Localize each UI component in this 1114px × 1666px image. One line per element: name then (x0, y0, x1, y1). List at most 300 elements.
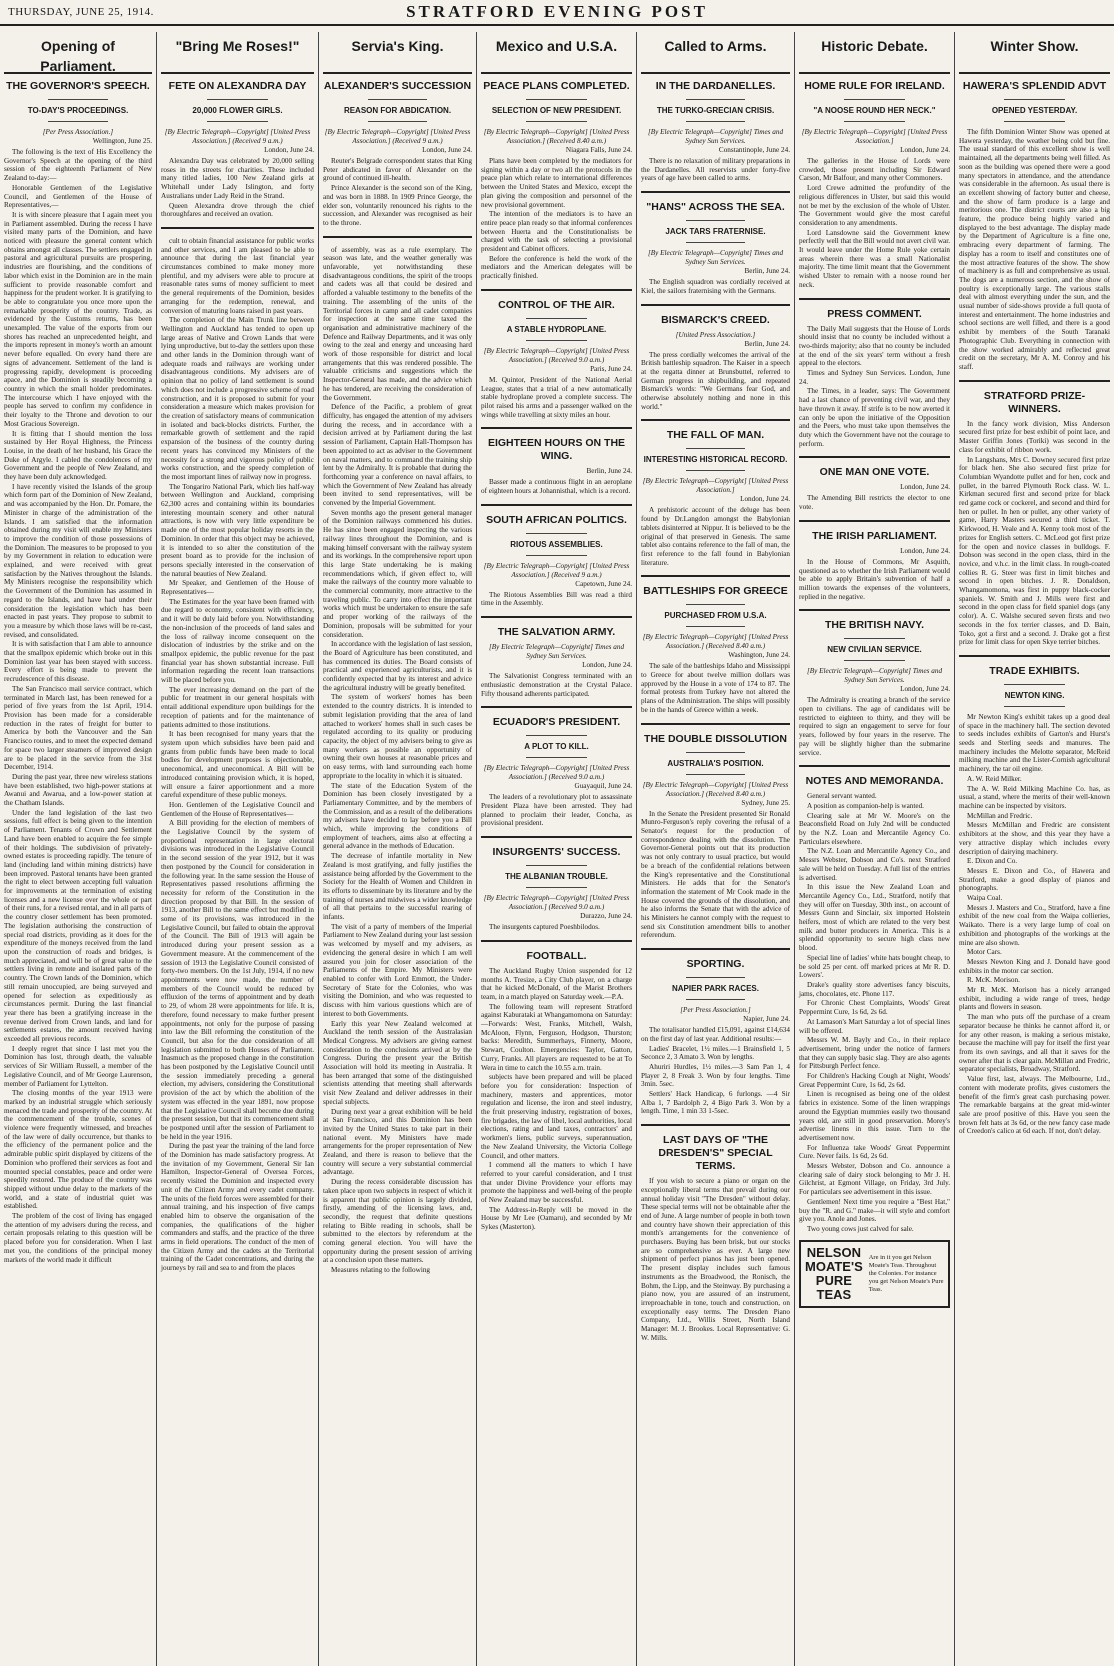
article-body (799, 157, 950, 290)
article-divider (481, 427, 632, 429)
subtitle-rule (686, 774, 746, 775)
article (641, 1124, 790, 1342)
paragraph: The intention of the mediators is to have an entire peace plan ready so that informal conferences between Huerta and the Constitutionalists be charged with the task of selecting a provisional president and Cabinet officers. (481, 210, 632, 254)
article-divider (799, 520, 950, 522)
subtitle-rule (368, 121, 428, 122)
paragraph: It is fitting that I should mention the loss sustained by Her Royal Highness, the Princess Louise, in the death of her husband, his Grace the Duke of Argyle. I cabled the condolences of my Government and the people of New Zealand, and they have been duly acknowledged. (4, 429, 152, 482)
paragraph: During the past year, three new wireless stations have been established, two high-power stations at Awanui and Awarua, and a low-power station at the Chatham Islands. (4, 772, 152, 808)
paragraph: Waipa Coal. (967, 894, 1003, 903)
article-divider (481, 504, 632, 506)
subtitle-rule (844, 660, 904, 661)
subtitle-rule (1004, 706, 1064, 707)
subtitle-rule (686, 999, 746, 1000)
paragraph: Before the conference is held the work of the mediators and the American delegates will be practically finished. (481, 254, 632, 281)
dateline: London, June 24. (900, 483, 950, 492)
article-divider (959, 655, 1110, 657)
article-body (4, 148, 152, 1264)
paragraph: Mr R. McK. Morison has a nicely arranged exhibit, including a wide range of trees, hedge plants and flowers in season. (959, 986, 1110, 1012)
dateline: Berlin, June 24. (586, 467, 632, 476)
paragraph: Alexandra Day was celebrated by 20,000 selling roses in the streets for charities. These included many titled ladies, 100 New Zealand girls at Whitehall under Lady Islington, and forty Australians under Lady Reid in the Strand. (161, 157, 314, 200)
paragraph: It is with sincere pleasure that I again meet you in Parliament assembled. During the recess I have visited many parts of the Dominion, and have noticed with pleasure the general content which obtains amongst all classes. The settlers engaged in pastoral and agricultural pursuits are prospering, industries are flourishing, and the conditions of labor which exist in the Dominion are in the main sufficient to provide reasonable comfort and happiness for the prudent worker. It is gratifying to be able to congratulate you once more upon the remarkable prosperity of the country. Trade, as evidenced by the Customs returns, has been unexampled. The value of the exports from our shores has reached an unprecedented height, and the imports represent in money's worth an amount never before equalled. On every hand there are signs of advancement. Settlement of the land is progressing rapidly, development is proceeding apace, and the Dominion is steadily becoming a country in which the small holder predominates. The intercourse which I have enjoyed with the people has served to confirm my confidence in their loyalty to the Throne and devotion to our Most Gracious Sovereign. (4, 210, 152, 428)
article-subtitle: THE TURKO-GRECIAN CRISIS. (656, 106, 775, 115)
paragraph: The Tongariro National Park, which lies half-way between Wellington and Auckland, comprising 62,300 acres and containing within its boundaries interesting mountain scenery and other natural attractions, is now with very little expenditure be made one of the most popular holiday resorts in the Dominion. In order that this object may be achieved, it is intended to so alter the constitution of the present board as to provide for the inclusion of persons specially interested in the conservation of the natural beauties of New Zealand. (161, 482, 314, 578)
advertisement (799, 1240, 950, 1308)
subtitle-rule (1004, 121, 1064, 122)
article-subtitle: TO-DAY'S PROCEEDINGS. (27, 106, 129, 115)
wire-credit: [By Electric Telegraph—Copyright] Times and Sydney Sun Services. (647, 249, 784, 267)
paragraph: Honorable Gentlemen of the Legislative Council, and Gentlemen of the House of Representatives,— (4, 183, 152, 210)
article-divider (641, 723, 790, 725)
paragraph: Queen Alexandra drove through the chief thoroughfares and received an ovation. (161, 201, 314, 219)
article-divider (481, 616, 632, 618)
article-body (641, 1177, 790, 1342)
article-subtitle: NEWTON KING. (1004, 690, 1065, 700)
paragraph: For Influenza take Woods' Great Peppermint Cure. Never fails. 1s 6d, 2s 6d. (799, 1143, 950, 1161)
paragraph: Clearing sale at Mr W. Moore's on the Beaconsfield Road on July 2nd will be conducted by the N.Z. Loan and Mercantile Agency Co. Particulars elsewhere. (799, 811, 950, 846)
paragraph: Times and Sydney Sun Services. London, June 24. (799, 369, 950, 386)
article-body (161, 237, 314, 1273)
article-subtitle: OPENED YESTERDAY. (991, 106, 1078, 115)
paragraph: The Times, in a leader, says: The Government had a last chance of preventing civil war, and they have thrown it away. If strife is to be now averted it can only be upon the initiative of the Opposition and the Peers, who must take upon themselves the duty which the Government have not the courage to perform. (799, 387, 950, 448)
wire-credit: [By Electric Telegraph—Copyright] [United Press Association.] (Received 9 a.m.) (483, 561, 630, 579)
article (959, 80, 1110, 372)
paragraph: Messrs McMillan and Fredric are consistent exhibitors at the show, and this year they have a very attractive display which includes every description of dairying machinery. (959, 821, 1110, 856)
paragraph: Two young cows just calved for sale. (807, 1224, 914, 1233)
paragraph: The press cordially welcomes the arrival of the British battleship squadron. The Kaiser in a speech at the regatta dinner at Brunsbuttel, referred to German progress in shipbuilding, and repeated Bismarck's words: "We Germans fear God, and otherwise absolutely nothing and none in this world." (641, 350, 790, 411)
article-body (481, 157, 632, 281)
article-divider (481, 289, 632, 291)
article (481, 616, 632, 698)
paragraph: Plans have been completed by the mediators for signing within a day or two all the protocols in the peace plan which relate to international differences between the United States and Mexico, except the plan giving the composition and personnel of the new provisional government. (481, 157, 632, 209)
paragraph: Defence of the Pacific, a problem of great difficulty, has engaged the attention of my advisers during the recess, and in accordance with a decision arrived at by Parliament during the last session of Parliament, Captain Hall-Thompson has been appointed to act as adviser to the Government on naval matters, and to command the training ship lent by the Admiralty. It is probable that during the forthcoming year a conference on naval affairs, to which the Government of New Zealand has already been invited to send representatives, will be convened by the Imperial Government. (323, 403, 472, 508)
paragraph: I deeply regret that since I last met you the Dominion has lost, through death, the valuable services of Sir William Russell, a member of the Legislative Council, and of Mr George Laurenson, member of Parliament for Lyttelton. (4, 1044, 152, 1088)
article-divider (641, 575, 790, 577)
article (641, 948, 790, 1116)
subtitle-rule (526, 887, 586, 888)
article-subtitle: AUSTRALIA'S POSITION. (667, 758, 764, 768)
article (959, 380, 1110, 647)
paragraph: The completion of the Main Trunk line between Wellington and Auckland has tended to open up large areas of Native and Crown Lands that were lying unproductive, but to-day the settlers upon these and other lands in the Dominion through want of adequate roads and railways are working under disadvantageous conditions. My advisers are of opinion that no policy of land settlement is sound which does not include a progressive scheme of road construction, and it is proposed to submit for your consideration a measure which makes provision for the creation of satisfactory means of communication in isolated and back-blocks districts. Further, the remarkable growth of settlement and the rapid expansion of the business of the country during recent years has convinced my Ministers of the necessity for a strong and vigorous policy of public works construction, and the speedy completion of the most important lines of railway now in progress. (161, 316, 314, 481)
title-rule (686, 604, 746, 605)
article (481, 940, 632, 1232)
article-title: THE GOVERNOR'S SPEECH. (6, 80, 150, 92)
paragraph: Early this year New Zealand welcomed at Auckland the tenth session of the Australasian Medical Congress. My advisers are giving earnest consideration to the conclusions arrived at by the Congress. During the present year the British Association will hold its meeting in Australia. It has been arranged that some of the distinguished scientists attending that meeting shall afterwards visit New Zealand and deliver addresses in their special subjects. (323, 1019, 472, 1106)
wire-credit: [By Electric Telegraph—Copyright] Times and Sydney Sun Services. (647, 128, 784, 145)
paragraph: The man who puts off the purchase of a cream separator because he thinks he cannot afford it, or for any other reason, is making a serious mistake, because the machine will pay for itself the first year from its own savings, and all that it saves for the owner after that is clear gain. McMillan and Fredric, separator specialists, Broadway, Stratford. (959, 1013, 1110, 1074)
paragraph: In Langshans, Mrs C. Downey secured first prize for black hen. She also secured first prize for Columbian Wyandotte pullet and for hen, cock and pullet, in the barred Plymouth Rock class. W. L. Kirkman secured first and second prize for black red game cock or cockerel, and second and third for hen or pullet. In hen or pullet, any other variety of game, Harry Masters secured a third ticket. T. Kirkwood, H. Veale and A. Kenny took most of the prizes for English setters. C. McLeod got first prize for the open and novice classes in bulldogs. F. Dobson was second in the open class, third in the novice, and v.h.c. in the limit class. In rough-coated collies R. G. Steer was first in limit bitches and second in open bitches. J. R. Donaldson, Whangamomona, was first in puppy black-cocker spaniels. W. Smith and J. Mills were first and second in the open class for field spaniel dogs (any color). A. C. Walshe secured seven firsts and two seconds in the fox terrier classes, and D. Bain, Toko, got a first and a second. J. Drake got a first prize for limit class for open Skye terrier bitches. (959, 455, 1110, 647)
article-body (959, 713, 1110, 1136)
wire-credit: [By Electric Telegraph—Copyright] [United Press Association.] (Received 9 a.m.) (164, 128, 311, 145)
article-title: TRADE EXHIBITS. (989, 664, 1080, 677)
article-subtitle: THE ALBANIAN TROUBLE. (505, 872, 608, 882)
article-title: INSURGENTS' SUCCESS. (492, 846, 621, 859)
paragraph: The Riotous Assemblies Bill was read a third time in the Assembly. (481, 590, 632, 608)
dateline: Berlin, June 24. (744, 339, 790, 348)
paragraph: Messrs Webster, Dobson and Co. announce a clearing sale of dairy stock belonging to Mr J. H. Gilchrist, at Egmont Village, on Friday, 3rd July. For particulars see advertisement in this issue. (799, 1162, 950, 1197)
article (161, 80, 314, 219)
dateline: Napier, June 24. (743, 1015, 790, 1024)
column-headline: Servia's King. (323, 32, 472, 74)
paragraph: In the Senate the President presented Sir Ronald Munro-Ferguson's reply covering the refusal of a Senator's request for the production of correspondence dealing with the dissolution. The Governor-General points out that its production was not only contrary to usual practice, but would be a breach of the confidential relations between the King's representative and the Constitutional Ministers. He adds that for the Senator's information the statement of Mr Cook made in the House covered the grounds of the dissolution, and he also informs the Senate that with the advice of his Ministers he cannot comply with the request to send six Constitution amendment bills to another referendum. (641, 809, 790, 940)
dateline: Paris, June 24. (590, 364, 632, 373)
dateline: Sydney, June 25. (741, 798, 790, 807)
paragraph: Reuter's Belgrade correspondent states that King Peter abdicated in favor of Alexander on the ground of continued ill-health. (323, 157, 472, 183)
article (323, 236, 472, 1275)
dateline: London, June 24. (582, 661, 632, 670)
paragraph: A. W. Reid Milker. (967, 774, 1022, 783)
column-headline: Opening of Parliament. (4, 32, 152, 74)
article-body (641, 1026, 790, 1116)
article-title: HOME RULE FOR IRELAND. (804, 80, 945, 92)
paragraph: Seven months ago the present general manager of the Dominion railways commenced his duties. He has since been engaged inspecting the various railway lines throughout the Dominion, and is making himself conversant with the railway system and its workings. In the comprehensive report upon this large State undertaking he is making recommendations which, if given effect to, will make the railways of the country more valuable to the commercial community, more attractive to the traveling public. To carry into effect the important works which must be undertaken to ensure the safe and proper working of the railways of the Dominion, proposals will be submitted for your consideration. (323, 508, 472, 639)
paragraph: The insurgents captured Poeshbilodos. (489, 923, 600, 932)
paragraph: A prehistoric account of the deluge has been found by Dr.Langdon amongst the Babylonian tablets disinterred at Nippur. It is believed to be the original of that preserved in Genesis. The same tablet also contains reference to the fall of man, the first reference to the fall found in Babylonian literature. (641, 506, 790, 567)
paragraph: Under the land legislation of the last two sessions, full effect is being given to the intention of Parliament. Tenants of Crown and Settlement Land have been enabled to acquire the fee simple of their holdings. The subdivision of privately-owned estates is proceeding rapidly. The tenure of land (including land within mining districts) have been improved. Pastoral tenants have been granted the right to elect between accepting full valuation for improvements at the termination of existing licenses and a new license over the whole or part of their runs, for a revised rental, and in all parts of the country closer settlement has been promoted. The legislation authorising the construction of special road districts, providing as it does for the expenditure of the moneys received from the land upon the construction of roads and bridges, is much appreciated, and will be of great value to the settlers living in remote and isolated parts of the country. The Crown lands of the Dominion, which still remain unoccupied, are being surveyed and opened for selection as expeditiously as circumstances permit. During the last financial year there has been a gratifying increase in the revenue derived from Crown lands, and land for settlements estates, the amount received having exceeded all previous records. (4, 808, 152, 1044)
article-body (481, 591, 632, 608)
dateline: London, June 24. (740, 495, 790, 504)
article-title: SOUTH AFRICAN POLITICS. (486, 513, 627, 526)
wire-credit: [United Press Association.] (675, 330, 756, 339)
subtitle-rule (207, 121, 268, 122)
dateline: Berlin, June 24. (744, 267, 790, 276)
article-title: STRATFORD PRIZE-WINNERS. (983, 389, 1086, 415)
paragraph: Motor Cars. (967, 948, 1002, 957)
article-subtitle: A PLOT TO KILL. (524, 742, 589, 752)
title-rule (686, 752, 746, 753)
news-column (477, 32, 637, 1666)
article-title: FETE ON ALEXANDRA DAY (168, 80, 307, 92)
article-divider (799, 609, 950, 611)
ad-text: Are in it you get Nelson Moate's Teas. Throughout the Colonies. For instance you get Nelson Moate's Pure Teas. (868, 1253, 944, 1293)
paragraph: Messrs Newton King and J. Donald have good exhibits in the motor car section. (959, 957, 1110, 975)
article-subtitle: SELECTION OF NEW PRESIDENT. (491, 106, 622, 115)
article-divider (641, 419, 790, 421)
article-subtitle: JACK TARS FRATERNISE. (665, 227, 766, 237)
dateline: Constantinople, June 24. (718, 146, 790, 154)
article-body (323, 246, 472, 1275)
paragraph: The decrease of infantile mortality in New Zealand is most gratifying, and fully justifies the assistance being afforded by the Government to the Society for the Health of Women and Children in its efforts to disseminate by its literature and by the training of nurses and midwives a wider knowledge of all that pertains to the successful rearing of infants. (323, 852, 472, 922)
paragraph: Messrs J. Masters and Co., Stratford, have a fine exhibit of the new coal from the Waipa collieries, Waikato. There is a very large lump of coal on exhibition and photographs of the workings at the mine are also shown. (959, 903, 1110, 947)
article-body (481, 967, 632, 1232)
article (4, 80, 152, 1264)
article-body (641, 506, 790, 567)
dateline: Capetown, June 24. (575, 579, 632, 588)
title-rule (526, 533, 586, 534)
paragraph: For Chronic Chest Complaints, Woods' Great Peppermint Cure, 1s 6d, 2s 6d. (799, 999, 950, 1017)
paragraph: A position as companion-help is wanted. (807, 801, 924, 810)
article-subtitle: INTERESTING HISTORICAL RECORD. (643, 455, 788, 465)
article-title: HAWERA'S SPLENDID ADVT (962, 80, 1107, 92)
article-divider (641, 304, 790, 306)
dateline: Guayaquil, June 24. (574, 782, 632, 791)
paragraph: The Salvationist Congress terminated with an enthusiastic demonstration at the Crystal Palace. Fifty thousand adherents participated. (481, 672, 632, 698)
article (641, 304, 790, 412)
article-divider (641, 1124, 790, 1126)
title-rule (1004, 99, 1064, 100)
paragraph: Ladies' Bracelet, 1½ miles.—1 Brainsfield 1, 5 Seconce 2, 3 Amato 3. Won by lengths. (641, 1044, 790, 1062)
article (641, 575, 790, 714)
article-title: PEACE PLANS COMPLETED. (483, 80, 630, 92)
subtitle-rule (526, 340, 586, 341)
article (641, 191, 790, 295)
paragraph: The leaders of a revolutionary plot to assassinate President Plaza have been arrested. They had planned to proclaim their leader, Concha, as provisional president. (481, 793, 632, 828)
article-title: ONE MAN ONE VOTE. (819, 466, 930, 479)
article-title: NOTES AND MEMORANDA. (805, 775, 944, 788)
paragraph: For Children's Hacking Cough at Night, Woods' Great Peppermint Cure, 1s 6d, 2s 6d. (799, 1072, 950, 1089)
title-rule (686, 977, 746, 978)
article-divider (481, 706, 632, 708)
article (161, 227, 314, 1273)
title-rule (48, 99, 107, 100)
subtitle-rule (526, 555, 586, 556)
article (799, 456, 950, 511)
wire-credit: [By Electric Telegraph—Copyright] [United Press Association.] (Received 9.0 a.m.) (483, 346, 630, 364)
title-rule (686, 448, 746, 449)
article-title: BISMARCK'S CREED. (661, 313, 770, 326)
article-divider (641, 191, 790, 193)
article (799, 298, 950, 449)
article-body (959, 420, 1110, 647)
paragraph: Value first, last, always. The Melbourne, Ltd., content with moderate profits, gives customers the benefit of the firm's great cash purchasing power. The remarkable bargains at the great mid-winter sale are proof positive of this. Have you seen the brown felt hats at 3s 6d, or the new fancy case made of Creedon's calico at 6d each. If not, don't delay. (959, 1075, 1110, 1136)
paragraph: Prince Alexander is the second son of the King, and was born in 1888. In 1909 Prince George, the elder son, voluntarily renounced his rights to the succession, and Alexander was recognised as heir to the throne. (323, 184, 472, 227)
paragraph: The closing months of the year 1913 were marked by an industrial struggle which seriously menaced the trade and prosperity of the country. At the commencement of the trouble, scenes of violence were frequently witnessed, and breaches of the law were of daily occurrence, but thanks to the efficiency of the permanent police and the admirable public spirit displayed by citizens of the Dominion who proffered their services as foot and mounted special constables, peace and order were speedily restored. The produce of the country was shipped without undue delay to the markets of the world, and a state of industrial quiet was established. (4, 1089, 152, 1211)
paragraph: The totalisator handled £15,091, against £14,634 on the first day of last year. Additional results:— (641, 1026, 790, 1043)
article-subtitle: A STABLE HYDROPLANE. (506, 324, 607, 334)
article-divider (481, 836, 632, 838)
news-column (637, 32, 795, 1666)
paragraph: Measures relating to the following (331, 1266, 431, 1275)
article-subtitle: "A NOOSE ROUND HER NECK." (813, 106, 936, 115)
article-subtitle: REASON FOR ABDICATION. (343, 106, 452, 115)
article (799, 80, 950, 290)
paragraph: I commend all the matters to which I have referred to your careful consideration, and I trust that under Divine Providence your efforts may promote the happiness and well-being of the people of New Zealand may be successful. (481, 1161, 632, 1205)
news-column (319, 32, 477, 1666)
article-body (799, 325, 950, 449)
paragraph: I have recently visited the Islands of the group which form part of the Dominion of New Zealand, and was accompanied by the Hon. Dr. Pomare, the Minister in charge of the administration of the Islands. I am satisfied that the information obtained during my visit will enable my Ministers to improve the condition of those possessions of the Dominion. The measures to be proposed to you by my Government in relation to education were explained, and were received with great satisfaction by the Natives throughout the Islands. My Ministers recognise the responsibility which the Government of the Dominion has assumed in regard to the Islands, and have had under their consideration the legislation which has been enacted in past years. They propose to submit to you a measure by which those laws will be re-cast, revised, and consolidated. (4, 482, 152, 639)
article-divider (799, 765, 950, 767)
title-rule (844, 99, 904, 100)
article-title: CONTROL OF THE AIR. (498, 298, 615, 311)
article-body (799, 494, 950, 511)
wire-credit: [By Electric Telegraph—Copyright] Times and Sydney Sun Services. (806, 667, 943, 685)
subtitle-rule (686, 121, 746, 122)
masthead (0, 0, 1114, 26)
article-title: THE BRITISH NAVY. (825, 619, 924, 632)
paragraph: The San Francisco mail service contract, which terminated in March last, has been renewed for a period of five years from the 1st April, 1914. Provision has been made for a considerable reduction in the rates of freight for butter to America by both the Vancouver and the San Francisco routes, and to meet the expected demand for space two larger steamers of improved design are to be placed in the service from the 31st December, 1914. (4, 684, 152, 772)
paragraph: McMillan and Fredric. (967, 811, 1033, 820)
article-body (641, 278, 790, 295)
title-rule (526, 99, 586, 100)
article-body (641, 351, 790, 412)
article-title: SPORTING. (686, 958, 745, 971)
paragraph: Drake's quality store advertises fancy biscuits, jams, chocolates, etc. Phone 117. (799, 981, 950, 998)
paragraph: If you wish to secure a piano or organ on the exceptionally liberal terms that prevail during our annual holiday visit "The Dresden" without delay. These special terms will not be obtainable after the end of June. A large number of people in both town and country have shown their appreciation of this month's arrangements for the convenience of purchasers. Buying has been brisk, but our stocks are so comprehensive as ever. A large new shipment of perfect pianos has just been opened. The present display includes such famous instruments as the Broadwood, the Ronisch, the Bohm, the Lipp, and the Steinway. By purchasing a piano now, you are assured of an instrument, irreproachable in tone, touch and construction, on exceptionally easy terms. The Dresden Piano Company, Ltd., Willis Street, North Island Manager: M. J. Brookes. Local Representative: G. W. Mills. (641, 1177, 790, 1342)
article-divider (959, 380, 1110, 382)
wire-credit: [By Electric Telegraph—Copyright] [United Press Association.] (Received 8.40 a.m.) (642, 633, 789, 651)
title-rule (844, 638, 904, 639)
dateline: London, June 24. (900, 546, 950, 555)
title-rule (207, 99, 268, 100)
paragraph: Settlers' Hack Handicap, 6 furlongs. —4 Sir Alba 1, 7 Bardolph 2, 4 Bigo Park 3. Won by a length. Time, 1 min 33 1-5sec. (641, 1090, 790, 1116)
paragraph: Messrs E. Dixon and Co., of Hawera and Stratford, make a good display of pianos and phonographs. (959, 866, 1110, 893)
article (641, 419, 790, 567)
paragraph: General servant wanted. (807, 792, 877, 801)
article-body (959, 128, 1110, 372)
article-body (799, 558, 950, 602)
paragraph: Special line of ladies' white hats bought cheap, to be sold 25 per cent. off marked prices at Mr R. D. Lowers'. (799, 953, 950, 980)
article (481, 504, 632, 608)
wire-credit: [Per Press Association.] (42, 128, 114, 136)
article-divider (641, 948, 790, 950)
paragraph: A Bill providing for the election of members of the Legislative Council by the system of proportional representation in large electoral divisions was introduced in the Legislative Council in the second session of the year 1912, but it was then postponed by the Council for consideration in the following year. In the same session the House of Representatives passed resolutions affirming the necessity for reform of the Constitution in the direction proposed by that Bill. In the session of 1913, another Bill to the same effect but modified in some of its provisions, was introduced in the Legislative Council, but failed to obtain the approval of the Council. The Bill of 1913 will again be introduced during your present session as a Government measure. At the commencement of the session of 1913 the Legislative Council consisted of forty-two members. On the 1st July, 1914, if no new appointments were now made, the number of members of the Council would be reduced by effluxion of the terms of appointment and by death to 29, of whom 28 were appointments for life. It is, therefore, found necessary to make further present appointments, not only for the purpose of passing into law the Bill reforming the constitution of the Council, but also for the due consideration of all legislation submitted to both Houses of Parliament. Inasmuch as the proposed change in the constitution has been postponed by the Legislative Council until the session immediately preceding a general election, my advisers, considering the Constitutional provision of the act by which the abolition of the system was effected in the year 1891, now propose that the Legislative Council shall become due during the present session, but that its commencement shall be postponed until after the session of Parliament to be held in the year 1916. (161, 819, 314, 1141)
article-title: "HANS" ACROSS THE SEA. (646, 201, 785, 214)
paragraph: The ever increasing demand on the part of the public for treatment in our general hospitals with entail additional expenditure upon buildings for the reception of patients and for the maintenance of patients admitted to those institutions. (161, 685, 314, 729)
subtitle-rule (526, 757, 586, 758)
article-title: ECUADOR'S PRESIDENT. (492, 716, 621, 729)
paragraph: The Amending Bill restricts the elector to one vote. (799, 494, 950, 512)
paragraph: During the recess considerable discussion has taken place upon two subjects in respect of which it is apparent that public opinion is largely divided, firstly, amending of the licensing laws, and, secondly, the request that definite questions relating to Bible reading in schools, shall be submitted to the electors by referendum at the coming general election. You will have the opportunity during the present session of arriving at a conclusion upon these matters. (323, 1178, 472, 1265)
title-rule (686, 220, 746, 221)
column-headline: Mexico and U.S.A. (481, 32, 632, 74)
column-headline: "Bring Me Roses!" (161, 32, 314, 74)
paragraph: The Estimates for the year have been framed with due regard to economy, consistent with efficiency, and it will be duly laid before you. Notwithstanding the non-inclusion of the proceeds of land sales and the loss of railway income consequent on the dislocation of industries by the strike and on the smallpox epidemic, the public revenue for the past financial year has shown substantial increase. Full information regarding the recent loan transactions will be placed before you. (161, 597, 314, 685)
paragraph: Mr Speaker, and Gentlemen of the House of Representatives— (161, 579, 314, 597)
wire-credit: [By Electric Telegraph—Copyright] [United Press Association.] (801, 128, 948, 145)
article-title: BATTLESHIPS FOR GREECE (643, 585, 788, 598)
article-title: LAST DAYS OF "THE DRESDEN'S" SPECIAL TERMS. (658, 1134, 773, 1173)
article-divider (481, 940, 632, 942)
paragraph: The galleries in the House of Lords were crowded, those present including Sir Edward Carson, Mr Balfour, and many other Commoners. (799, 157, 950, 183)
paragraph: of assembly, was as a rule exemplary. The season was late, and the weather generally was unfavorable, yet notwithstanding these disadvantageous conditions, the spirit of the troops and cadets was all that could be desired and afforded a valuable testimony to the benefits of the training. The assembling of the units of the Territorial forces in camp and all cadet companies for inspection at the same time taxed the organisation and administrative machinery of the Defence and Railway Departments, and it was only owing to the zeal and energy and unceasing hard work of those responsible for district and local arrangements that this was rendered possible. The valuable criticisms and suggestions which the Inspector-General has made, and the advice which he has tendered, are receiving the consideration of the Government. (323, 245, 472, 402)
subtitle-rule (526, 121, 586, 122)
paragraph: subjects have been prepared and will be placed before you for consideration: Inspection of machinery, masters and apprentices, motor regulation and license, the iron and steel industry, the fruit preserving industry, registration of boxes, fire brigades, the law of libel, local authorities, local elections, rating and land taxes, contractors' and workmen's liens, public surveys, superannuation, the New Zealand University, the Victoria College Council, and other matters. (481, 1073, 632, 1160)
article-divider (799, 456, 950, 458)
dateline: London, June 24. (422, 146, 472, 154)
article (481, 706, 632, 828)
dateline: Niagara Falls, June 24. (565, 146, 632, 154)
article-title: IN THE DARDANELLES. (655, 80, 776, 92)
article (323, 80, 472, 228)
article-body (481, 478, 632, 495)
dateline: Washington, June 24. (728, 651, 790, 660)
issue-date: THURSDAY, JUNE 25, 1914. (8, 6, 154, 18)
article (481, 289, 632, 420)
dateline: London, June 24. (900, 146, 950, 154)
news-column (795, 32, 955, 1666)
paragraph: Ahuriri Hurdles, 1½ miles.—3 Sam Pan 1, 4 Player 2, 8 Freak 3. Won by four lengths. Time 3min. 5sec. (641, 1062, 790, 1089)
article-title: THE IRISH PARLIAMENT. (812, 529, 937, 542)
article-title: ALEXANDER'S SUCCESSION (323, 80, 472, 92)
paragraph: In the fancy work division, Miss Anderson secured first prize for best exhibit of point lace, and Master Griffin Jones (Toriki) was second in the class for exhibit of ribbon work. (959, 419, 1110, 454)
wire-credit: [By Electric Telegraph—Copyright] [United Press Association.] (Received 9.0 a.m.) (483, 764, 630, 782)
wire-credit: [By Electric Telegraph—Copyright] [United Press Association.] (642, 477, 789, 495)
article-body (323, 157, 472, 228)
paragraph: Lord Crewe admitted the profundity of the religious differences in Ulster, but said this would not be met by the exclusion of the whole of Ulster. The Government would give the most careful consideration to any amendments. (799, 184, 950, 227)
paragraph: During the past year the training of the land force of the Dominion has made satisfactory progress. At the invitation of my Government, General Sir Ian Hamilton, Inspector-General of Oversea Forces, recently visited the Dominion and inspected every unit of the Citizen Army and every cadet company. The units of the field forces were assembled for their annual training, and his inspection of five camps enabled him to observe the organisation of the companies, the qualifications of the higher commanders and staffs, and the practice of the three arms in field operations. The conduct of the men of the Citizen Army and the cadets at the Territorial training of the Cadet concentrations, and during the journeys by rail and sea to and from the places (161, 1142, 314, 1273)
paragraph: During next year a great exhibition will be held at San Francisco, and this Dominion has been invited by the United States to take part in their national event. My Ministers have made arrangements for the proper representation of New Zealand, and there is reason to believe that the country will secure a very substantial commercial advantage. (323, 1107, 472, 1177)
article-title: THE FALL OF MAN. (666, 429, 765, 442)
paragraph: The state of the Education System of the Dominion has been closely investigated by a Parliamentary Committee, and by the members of the Commission, and as a result of the deliberations my advisers have decided to lay before you a Bill which, while improving the conditions of employment of teachers, aims also at effecting a general advance in the methods of Education. (323, 781, 472, 851)
subtitle-rule (686, 470, 746, 471)
article (481, 80, 632, 281)
paragraph: There is no relaxation of military preparations in the Dardanelles. All reservists under forty-five years of age have been called to arms. (641, 157, 790, 183)
news-column (955, 32, 1114, 1666)
paragraph: The sale of the battleships Idaho and Mississippi to Greece for about twelve million dollars was approved by the House in a vote of 174 to 87. The formal protests from Turkey have not altered the plans of the Administration. The ships will possibly be in the hands of Greece within a week. (641, 662, 790, 714)
article-divider (799, 298, 950, 300)
paragraph: Basser made a continuous flight in an aeroplane of eighteen hours at Johannisthal, which is a record. (481, 478, 632, 496)
article-subtitle: NAPIER PARK RACES. (672, 984, 759, 994)
paragraph: In the House of Commons, Mr Asquith, questioned as to whether the Irish Parliament would be able to apply Britain's subvention of half a million towards the expenses of the volunteers, replied in the negative. (799, 557, 950, 601)
subtitle-rule (844, 121, 904, 122)
article-title: THE DOUBLE DISSOLUTION (644, 732, 787, 745)
article-body (641, 662, 790, 714)
column-headline: Historic Debate. (799, 32, 950, 74)
paragraph: At Lamason's Mart Saturday a lot of special lines will be offered. (799, 1017, 950, 1035)
paragraph: The Admiralty is creating a branch of the service open to civilians. The age of candidates will be restricted to eighteen to thirty, and they will be required to sign an engagement to serve for four years, followed by four years in the reserve. The pay will be slightly higher than the submarine service. (799, 696, 950, 757)
article (641, 723, 790, 941)
wire-credit: [By Electric Telegraph—Copyright] [United Press Association.] (Received 9.0 a.m.) (483, 894, 630, 912)
article-body (799, 792, 950, 1233)
paragraph: R. McK. Morison. (967, 976, 1020, 985)
paragraph: The problem of the cost of living has engaged the attention of my advisers during the recess, and certain proposals relating to this question will be placed before you for consideration. When I last met you, the conditions of the principal money markets of the world made it difficult (4, 1212, 152, 1264)
paragraph: The following team will represent Stratford against Kaburataki at Whangamomona on Saturday:—Forwards: West, Franks, Mitchell, Walsh, McAloon, Flynn, Ferguson, Hodgson, Thurston; backs: Meredith, Summerhays, Finnerty, Moore, Stewart, Coulton. Emergencies: Taylor, Gatton, Curry, Franks. All players are requested to be at To Wera in time to catch the 10.55 a.m. train. (481, 1002, 632, 1072)
paragraph: The A. W. Reid Milking Machine Co. has, as usual, a stand, where the merits of their well-known machine can be inspected by visitors. (959, 784, 1110, 810)
article-body (481, 923, 632, 932)
title-rule (526, 735, 586, 736)
article-subtitle: RIOTOUS ASSEMBLIES. (510, 539, 603, 549)
article-divider (161, 227, 314, 229)
article-title: THE SALVATION ARMY. (497, 626, 616, 639)
paragraph: cult to obtain financial assistance for public works and other services, and I am pleased to be able to announce that during the last financial year circumstances combined to make money more plentiful, and my advisers were able to procure at reasonable rates sums of money sufficient to meet the general requirements of the Dominion, besides arranging for the redemption, renewal, and conversion of maturing loans raised in past years. (161, 236, 314, 315)
article-title: EIGHTEEN HOURS ON THE WING. (487, 437, 626, 463)
article-body (641, 157, 790, 183)
wire-credit: [By Electric Telegraph—Copyright] Times and Sydney Sun Services. (488, 643, 625, 661)
paragraph: The following is the text of His Excellency the Governor's Speech at the opening of the third session of the eighteenth Parliament of New Zealand to-day:— (4, 148, 152, 183)
paragraph: E. Dixon and Co. (967, 857, 1018, 866)
article (799, 609, 950, 757)
subtitle-rule (48, 121, 107, 122)
article-body (481, 376, 632, 420)
article-body (481, 672, 632, 698)
article-body (161, 157, 314, 219)
paragraph: Mr Newton King's exhibit takes up a good deal of space in the machinery hall. The section devoted to seeds includes exhibits of Garton's and Hurst's seeds and Sterling seeds and manures. The machinery includes the Melotte separator, McReid milking machine and the Lister-Cornish agricultural machinery, the tar oil engine. (959, 712, 1110, 774)
article-title: FOOTBALL. (526, 949, 587, 962)
paragraph: In accordance with the legislation of last session, the Board of Agriculture has been constituted, and has commenced its duties. The Board consists of practical and experienced agriculturists, and it is confidently expected that by its interest and advice the agricultural industry will be greatly benefited. (323, 640, 472, 692)
paragraph: The Daily Mail suggests that the House of Lords should insist that no county be included without a two-thirds majority; also that no county be included at the end of the six years' term without a fresh appeal to the electors. (799, 324, 950, 368)
title-rule (526, 865, 586, 866)
newspaper-title: STRATFORD EVENING POST (406, 2, 708, 21)
dateline: London, June 24. (264, 146, 314, 154)
paragraph: Linen is recognised as being one of the oldest fabrics in existence. Some of the linen wrappings around the Egyptian mummies easily two thousand years old, are still in good preservation. Morey's advertise linens in this issue. Turn to the advertisement now. (799, 1090, 950, 1142)
article (799, 520, 950, 602)
article-subtitle: PURCHASED FROM U.S.A. (664, 611, 767, 621)
paragraph: The visit of a party of members of the Imperial Parliament to New Zealand during your last session was welcomed by myself and my advisers, as evidencing the general desire in which I am well assured you join for closer association of the Parliaments of the Empire. My Ministers were enabled to confer with Lord Emmott, the Under-Secretary of State for the Colonies, who was visiting the Dominion, and who was requested to discuss with him various questions which are of interest to both Governments. (323, 922, 472, 1018)
paragraph: The Auckland Rugby Union suspended for 12 months A. Tresize, a City Club player, on a charge that he kicked McDonald, of the Marist Brothers team, in a match played on Saturday week.—P.A. (481, 966, 632, 1001)
title-rule (1004, 684, 1064, 685)
paragraph: M. Quintor, President of the National Aerial League, states that a trial of a new automatically stable hydroplane proved a complete success. The pilot raised his arms and a passenger walked on the wings while travelling at sixty miles an hour. (481, 375, 632, 419)
news-column (157, 32, 319, 1666)
article (641, 80, 790, 183)
article-subtitle: NEW CIVILIAN SERVICE. (827, 645, 922, 655)
article (481, 836, 632, 932)
paragraph: The English squadron was cordially received at Kiel, the sailors fraternising with the Germans. (641, 278, 790, 295)
paragraph: The system of workers' homes has been extended to the country districts. It is intended to submit legislation providing that the area of land attached to workers' homes shall in such cases be regulated according to its quality or producing capacity, the object of my advisers being to give as many workers as possible an opportunity of owning their own houses at reasonable prices and on easy terms, with land surrounding each home appropriate to the locality in which it is situated. (323, 693, 472, 780)
subtitle-rule (686, 626, 746, 627)
dateline: Wellington, June 25. (92, 137, 152, 145)
dateline: Durazzo, June 24. (580, 912, 632, 921)
title-rule (686, 99, 746, 100)
dateline: London, June 24. (900, 685, 950, 694)
